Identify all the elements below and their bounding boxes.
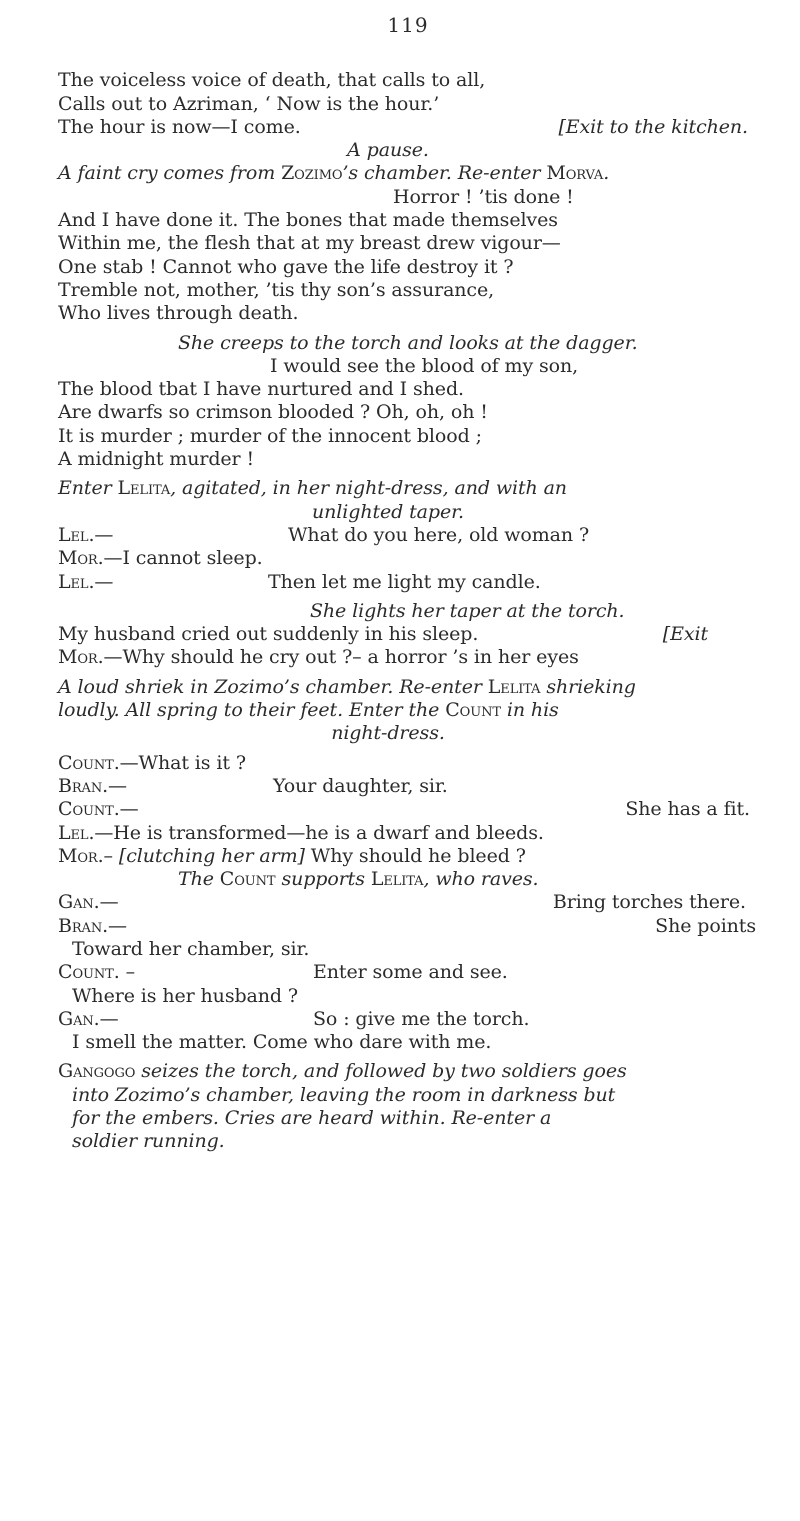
- verse-text: The hour is now—I come.: [58, 115, 301, 138]
- verse-line-with-exit: [58, 116, 758, 139]
- speech-line: [58, 798, 758, 821]
- speaker-name: Lel.—: [58, 570, 114, 593]
- verse-line: And I have done it. The bones that made themselves: [58, 209, 558, 232]
- stage-direction-text: seizes the torch, and followed by two soldiers goes: [135, 1060, 627, 1083]
- speaker-name: Gan.—: [58, 891, 119, 914]
- verse-line: Calls out to Azriman, ‘ Now is the hour.’: [58, 92, 440, 115]
- verse-line: Tremble not, mother, ’tis thy son’s assurance,: [58, 278, 495, 301]
- speech-text: She points: [655, 914, 756, 937]
- page-number: 119: [387, 13, 429, 37]
- verse-line: Where is her husband ?: [72, 984, 298, 1007]
- character-name: Count: [445, 699, 501, 722]
- verse-line-with-exit: [58, 623, 758, 646]
- stage-direction-text: loudly. All spring to their feet. Enter the: [58, 699, 446, 722]
- stage-direction: soldier running.: [72, 1130, 225, 1153]
- speaker-name: Mor.: [58, 547, 104, 570]
- verse-line: The blood tbat I have nurtured and I shed.: [58, 378, 464, 401]
- speech-line: [58, 524, 758, 547]
- character-name: Zozimo: [281, 162, 343, 185]
- character-name: Lelita: [117, 477, 171, 500]
- stage-direction: into Zozimo’s chamber, leaving the room in darkness but: [72, 1083, 616, 1106]
- verse-line: I would see the blood of my son,: [270, 354, 579, 377]
- stage-direction: unlighted taper.: [312, 500, 464, 523]
- speaker-name: Count.—: [58, 798, 139, 821]
- speech-line: [58, 646, 758, 669]
- speaker-name: Count.: [58, 751, 120, 774]
- speech-line: [58, 891, 758, 914]
- stage-direction-text: .: [603, 162, 610, 185]
- stage-direction-text: Enter: [58, 477, 118, 500]
- speech-text: —Why should he cry out ?– a horror ’s in her eyes: [103, 646, 579, 669]
- speech-text: Your daughter, sir.: [273, 774, 448, 797]
- speech-text: Bring torches there.: [552, 891, 746, 914]
- stage-direction-text: shrieking: [540, 675, 636, 698]
- speech-text: —What is it ?: [119, 751, 246, 774]
- speaker-name: Mor.: [58, 844, 104, 867]
- speech-line: [58, 752, 758, 775]
- speech-text: Enter some and see.: [313, 961, 508, 984]
- verse-line: Are dwarfs so crimson blooded ? Oh, oh, oh !: [58, 401, 488, 424]
- speech-text: Then let me light my candle.: [268, 570, 541, 593]
- stage-direction-text: A faint cry comes from: [58, 162, 282, 185]
- speech-text: —I cannot sleep.: [103, 547, 263, 570]
- speaker-name: Lel.—: [58, 523, 114, 546]
- speaker-name: Bran.—: [58, 774, 127, 797]
- stage-direction: [58, 1060, 758, 1083]
- stage-direction: [58, 676, 758, 699]
- stage-direction-text: A loud shriek in Zozimo’s chamber. Re-enter: [58, 675, 488, 698]
- speaker-name: Lel.: [58, 821, 95, 844]
- speech-line: [58, 571, 758, 594]
- stage-direction: night-dress.: [331, 722, 445, 745]
- verse-text: My husband cried out suddenly in his sleep.: [58, 623, 479, 646]
- stage-direction-text: in his: [500, 699, 559, 722]
- speech-text: What do you here, old woman ?: [288, 523, 590, 546]
- stage-direction: [58, 868, 758, 891]
- stage-direction: for the embers. Cries are heard within. Re-enter a: [72, 1107, 552, 1130]
- speech-line: [58, 915, 758, 938]
- stage-direction-text: , agitated, in her night-dress, and with an: [170, 477, 567, 500]
- verse-line: I smell the matter. Come who dare with me.: [72, 1031, 492, 1054]
- speaker-name: Bran.—: [58, 914, 127, 937]
- stage-direction: She lights her taper at the torch.: [310, 599, 625, 622]
- character-name: Lelita: [487, 675, 541, 698]
- character-name: Morva: [546, 162, 604, 185]
- stage-direction: [58, 477, 758, 500]
- stage-direction-text: The: [178, 868, 220, 891]
- stage-direction-text: supports: [275, 868, 371, 891]
- speech-text: –: [103, 844, 119, 867]
- verse-line: Horror ! ’tis done !: [393, 185, 574, 208]
- verse-line: It is murder ; murder of the innocent blood ;: [58, 424, 482, 447]
- character-name: Lelita: [370, 868, 424, 891]
- speech-line: [58, 845, 758, 868]
- speech-line: [58, 775, 758, 798]
- character-name: Gangogo: [58, 1060, 136, 1083]
- speaker-name: Gan.—: [58, 1007, 119, 1030]
- stage-direction: A pause.: [347, 139, 429, 162]
- speech-text: Why should he bleed ?: [304, 844, 526, 867]
- stage-direction-text: , who raves.: [423, 868, 539, 891]
- speaker-name: Count. –: [58, 961, 135, 984]
- speech-text: She has a fit.: [625, 798, 750, 821]
- book-page: [58, 0, 758, 1154]
- stage-direction-text: ’s chamber. Re-enter: [342, 162, 547, 185]
- verse-line: One stab ! Cannot who gave the life destroy it ?: [58, 255, 514, 278]
- stage-direction: She creeps to the torch and looks at the dagger.: [178, 331, 638, 354]
- verse-line: Within me, the flesh that at my breast drew vigour—: [58, 232, 561, 255]
- stage-direction: [Exit to the kitchen.: [558, 115, 748, 138]
- character-name: Count: [219, 868, 276, 891]
- stage-direction: [clutching her arm]: [118, 844, 305, 867]
- verse-line: Who lives through death.: [58, 302, 299, 325]
- speech-line: [58, 822, 758, 845]
- speech-line: [58, 961, 758, 984]
- speech-line: [58, 1008, 758, 1031]
- verse-line: The voiceless voice of death, that calls to all,: [58, 69, 486, 92]
- stage-direction: [Exit: [662, 623, 708, 646]
- speech-text: —He is transformed—he is a dwarf and bleeds.: [94, 821, 544, 844]
- speech-line: [58, 547, 758, 570]
- stage-direction: [58, 699, 758, 722]
- stage-direction: [58, 162, 758, 185]
- speaker-name: Mor.: [58, 646, 104, 669]
- speech-text: So : give me the torch.: [313, 1007, 530, 1030]
- verse-line: A midnight murder !: [58, 448, 255, 471]
- verse-line: Toward her chamber, sir.: [72, 937, 310, 960]
